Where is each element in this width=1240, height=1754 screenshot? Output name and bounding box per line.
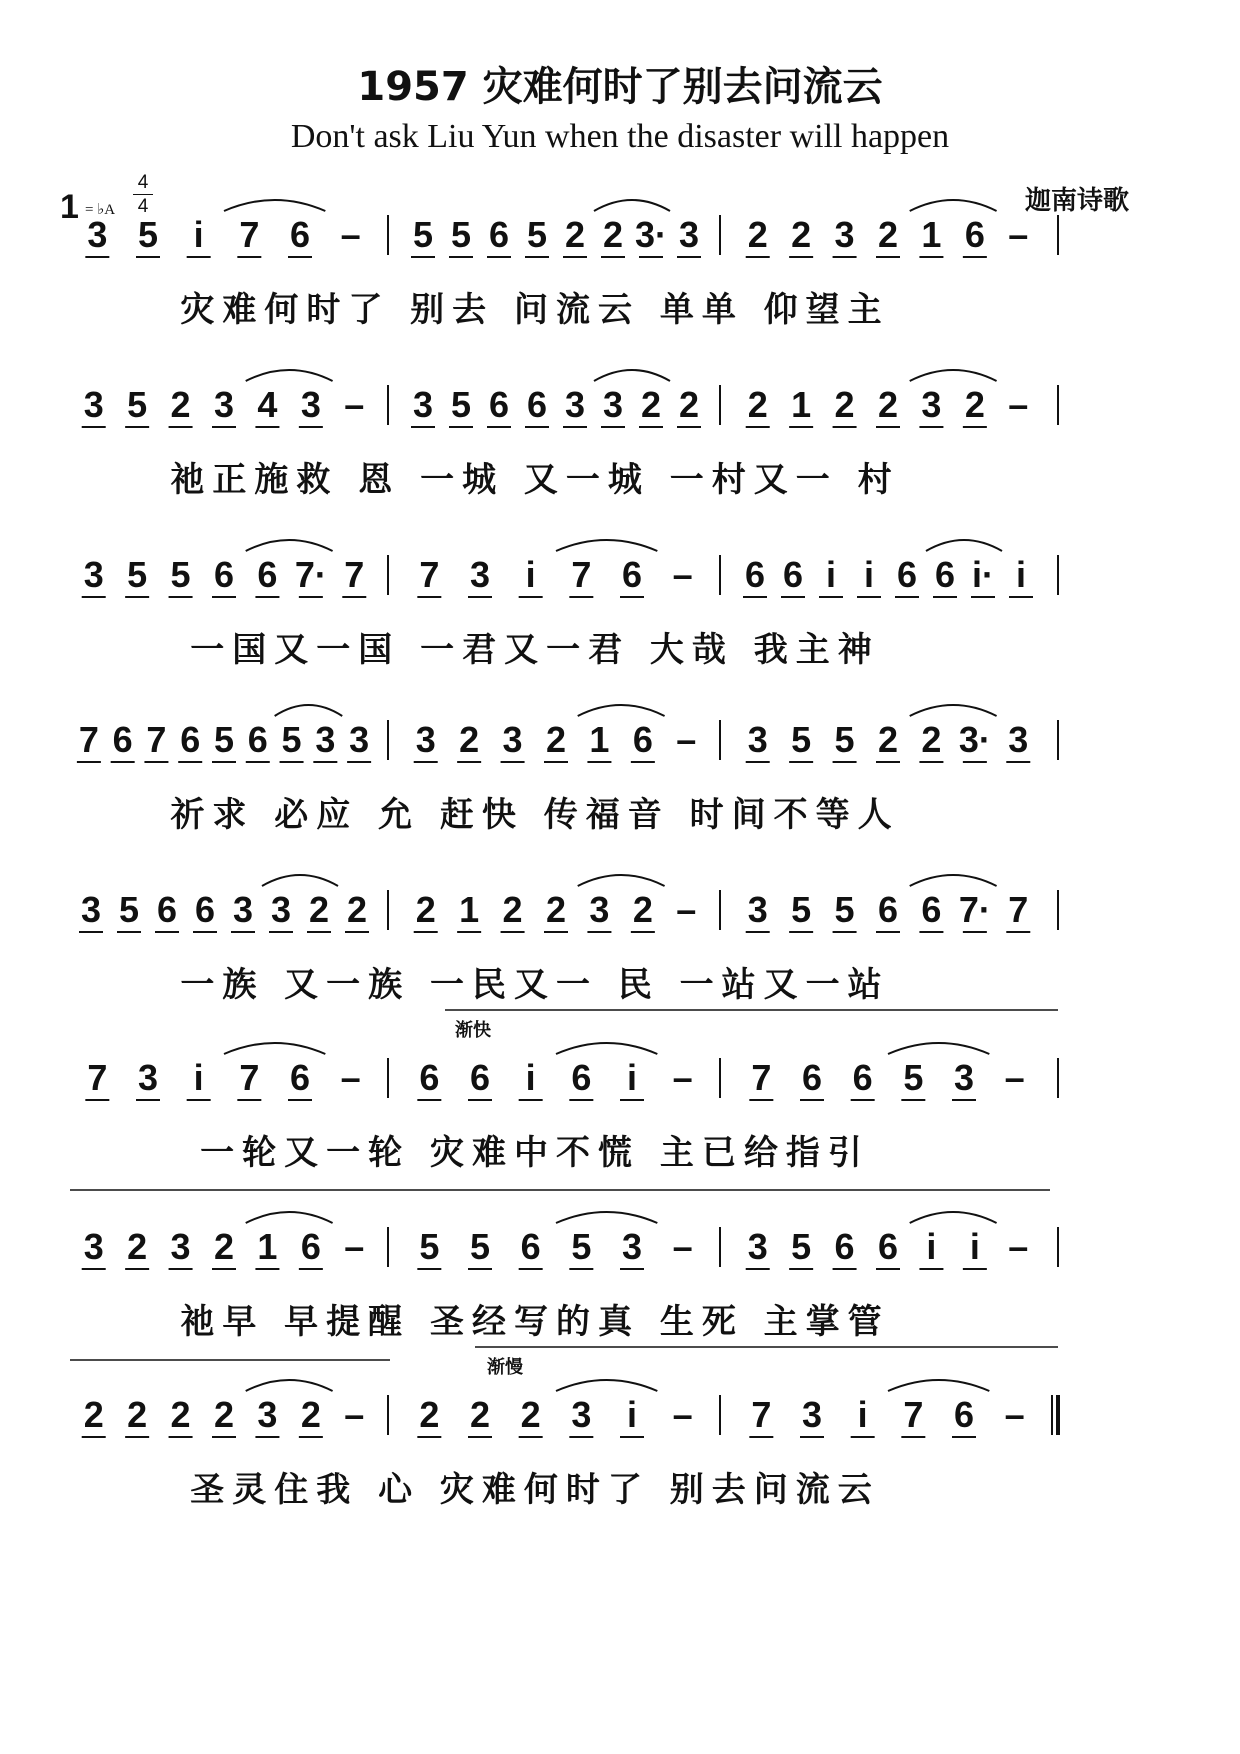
lyric-line: 一国又一国 一君又一君 大哉 我主神 [190,630,880,670]
note: i [525,1057,536,1098]
slur [910,1212,997,1223]
slur [594,200,670,211]
note: 6 [180,719,201,760]
note: 3 [257,1394,278,1435]
note: 2 [213,1394,235,1435]
lyric-line: 祈求 必应 允 赶快 传福音 时间不等人 [170,795,900,835]
song-title: 1957 灾难何时了别去问流云 [357,64,883,110]
note: 2 [469,1394,491,1435]
note: 4 [257,384,278,425]
slur [556,1380,657,1391]
note: 3 [137,1057,159,1098]
note: 3 [80,889,102,930]
note: 5 [791,1226,812,1267]
note: 2 [791,214,812,255]
note-dash: – [340,214,361,255]
note: 3 [232,889,254,930]
note: 2 [502,889,523,930]
note: 6 [520,1226,541,1267]
note: 2 [308,889,330,930]
note: 6 [213,554,235,595]
note: 5 [127,384,148,425]
note-dash: – [344,1394,365,1435]
note: 5 [526,214,548,255]
tempo-mark: 渐慢 [487,1357,523,1378]
song-subtitle: Don't ask Liu Yun when the disaster will happen [290,118,950,155]
slur [926,540,1002,551]
note: 3 [834,214,855,255]
note: 6 [247,719,268,760]
note: 7 [78,719,99,760]
note: i [626,1394,638,1435]
note: 7 [239,1057,260,1098]
note: 3 [83,384,104,425]
note-dash: – [1008,1226,1029,1267]
note: 5 [137,214,159,255]
note-dash: – [1004,1057,1025,1098]
note: 3 [801,1394,823,1435]
note: 3 [415,719,436,760]
note: 7 [239,214,260,255]
note: 3 [270,889,292,930]
note: 2 [964,384,985,425]
note: 3 [502,719,523,760]
note: 3· [958,719,991,760]
note: 5 [834,889,855,930]
slur [910,875,997,886]
note: 3 [747,719,768,760]
note: i [193,214,204,255]
note-dash: – [1004,1394,1025,1435]
note: 2 [877,719,899,760]
note: 7 [146,719,167,760]
note: 7 [751,1394,772,1435]
note: 2 [545,889,567,930]
note: 2 [127,1226,148,1267]
note: 3 [564,384,586,425]
note: 6 [852,1057,873,1098]
note: 5 [419,1226,440,1267]
note: 5 [412,214,434,255]
note: 2 [170,1394,191,1435]
slur [246,1380,333,1391]
note: 6 [526,384,548,425]
note: 3 [953,1057,975,1098]
note: i [863,554,875,595]
note: 3 [747,1226,768,1267]
note: 6 [834,1226,855,1267]
note: 6 [571,1057,592,1098]
note: 2 [415,889,436,930]
slur [224,200,325,211]
note: 6 [488,214,510,255]
note: 2 [300,1394,321,1435]
note: 3 [602,384,624,425]
note: i [857,1394,868,1435]
note: 7· [294,554,327,595]
note: 6 [488,384,510,425]
note: 7 [903,1394,924,1435]
note: 6 [194,889,216,930]
note: 5 [571,1226,592,1267]
note: 6 [632,719,653,760]
note: 2 [170,384,191,425]
note: 3 [300,384,321,425]
note: 6 [289,214,311,255]
note: 7 [419,554,440,595]
note: 5 [118,889,140,930]
note-dash: – [1008,214,1029,255]
note-dash: – [340,1057,361,1098]
lyric-line: 祂早 早提醒 圣经写的真 生死 主掌管 [180,1302,890,1342]
slur [594,370,670,381]
note: 6 [469,1057,491,1098]
note: 5 [450,384,472,425]
note: 7 [1008,889,1029,930]
lyric-line: 祂正施救 恩 一城 又一城 一村又一 村 [170,460,900,500]
note: 3 [170,1226,191,1267]
note: 3 [747,889,768,930]
note: 3 [349,719,370,760]
lyric-line: 一轮又一轮 灾难中不慌 主已给指引 [200,1133,870,1173]
note: 2 [127,1394,148,1435]
slur [910,370,997,381]
note: 3 [83,554,104,595]
note: 6 [744,554,766,595]
note: 3 [87,214,108,255]
note: 2 [747,384,768,425]
note: 3 [621,1226,643,1267]
note: 2 [678,384,700,425]
note: 5 [281,719,302,760]
note: 2 [747,214,768,255]
note: 3 [83,1226,104,1267]
slur [888,1043,989,1054]
note: 1 [791,384,812,425]
note: 6 [782,554,804,595]
note: 5 [450,214,472,255]
lyric-line: 圣灵住我 心 灾难何时了 别去问流云 [190,1470,880,1510]
note: i· [972,554,994,595]
note: 6 [112,719,133,760]
note: 3 [469,554,491,595]
note: 6 [934,554,956,595]
slur [578,875,665,886]
key-equals: = ♭A [85,202,116,218]
slur [224,1043,325,1054]
note: 5 [791,719,812,760]
note: i [969,1226,980,1267]
note: 5 [791,889,812,930]
note: 2 [640,384,662,425]
note: 5 [213,719,235,760]
note: 3 [315,719,336,760]
note: 7 [571,554,592,595]
note-dash: – [344,384,365,425]
note: 5 [469,1226,491,1267]
tempo-mark: 渐快 [455,1020,491,1041]
slur [246,370,333,381]
lyric-line: 灾难何时了 别去 问流云 单单 仰望主 [180,290,890,330]
note-dash: – [676,889,697,930]
note: 2 [921,719,942,760]
note: 2 [834,384,855,425]
note: 2 [564,214,586,255]
note: 2 [83,1394,104,1435]
note: 6 [257,554,278,595]
note: i [525,554,536,595]
slur [556,1212,657,1223]
note: 3 [213,384,235,425]
note-dash: – [672,1226,693,1267]
note: 2 [877,384,899,425]
note: 2 [877,214,899,255]
slur [262,875,338,886]
note: 6 [419,1057,440,1098]
note-dash: – [672,1057,693,1098]
note-dash: – [672,554,693,595]
note: 3 [678,214,700,255]
note: 5 [834,719,855,760]
note-dash: – [1008,384,1029,425]
note: 6 [801,1057,823,1098]
note: 2 [602,214,624,255]
note: 6 [877,1226,899,1267]
note: 2 [459,719,480,760]
key-do: 1 [60,188,79,226]
note-dash: – [344,1226,365,1267]
slur [556,540,657,551]
note: 7 [344,554,365,595]
slur [910,705,997,716]
note: 6 [300,1226,321,1267]
note: 6 [289,1057,311,1098]
note: i [626,1057,638,1098]
note: 1 [589,719,610,760]
note: 2 [545,719,567,760]
note: i [1015,554,1027,595]
note: 6 [621,554,643,595]
time-top: 4 [137,172,149,193]
lyric-line: 一族 又一族 一民又一 民 一站又一站 [180,965,890,1005]
slur [246,540,333,551]
slur [246,1212,333,1223]
note: 5 [127,554,148,595]
note: 5 [903,1057,924,1098]
note: i [926,1226,937,1267]
note-dash: – [672,1394,693,1435]
note: 1 [257,1226,278,1267]
note: 3 [571,1394,592,1435]
note: 3 [412,384,434,425]
note: 7 [87,1057,108,1098]
time-bottom: 4 [137,196,149,217]
note: 5 [170,554,191,595]
slur [888,1380,989,1391]
note: 1 [921,214,942,255]
note: 6 [896,554,918,595]
note: 1 [459,889,480,930]
slur [578,705,665,716]
note: 3 [1008,719,1029,760]
note: i [193,1057,204,1098]
note: i [825,554,837,595]
note: 6 [921,889,942,930]
note: 6 [953,1394,975,1435]
note: 7 [751,1057,772,1098]
note-dash: – [676,719,697,760]
note: 6 [156,889,178,930]
note: 3· [634,214,668,255]
note: 6 [964,214,985,255]
slur [275,705,343,716]
note: 3 [921,384,942,425]
slur [910,200,997,211]
note: 3 [589,889,610,930]
note: 7· [958,889,991,930]
author: 迦南诗歌 [1025,186,1130,216]
note: 2 [213,1226,235,1267]
slur [556,1043,657,1054]
note: 2 [520,1394,541,1435]
note: 6 [877,889,899,930]
note: 2 [346,889,368,930]
note: 2 [632,889,653,930]
note: 2 [419,1394,440,1435]
